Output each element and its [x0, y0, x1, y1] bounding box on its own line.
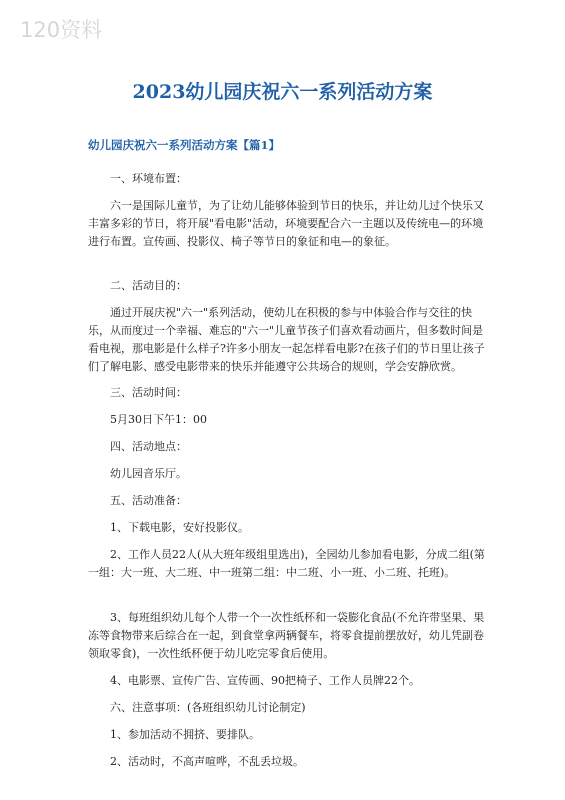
paragraph-environment: 六一是国际儿童节，为了让幼儿能够体验到节日的快乐，并让幼儿过个快乐又丰富多彩的节日，将开展"看电影"活动，环境要配合六一主题以及传统电—的环境进行布置。宣传画、投影仪、椅子等节日的象征和电—的象征。 [88, 199, 484, 248]
preparation-item-1: 1、下载电影，安好投影仪。 [110, 521, 249, 534]
heading-time: 三、活动时间： [110, 386, 187, 399]
paragraph-purpose: 通过开展庆祝"六一"系列活动，使幼儿在积极的参与中体验合作与交往的快乐，从而度过一个幸福、难忘的"六一"儿童节孩子们喜欢看动画片，但多数时间是看电视，那电影是什么样子?许多小朋友一起怎样看电影?在孩子们的节日里让孩子们了解电影、感受电影带来的快乐并能遵守公共场合的规则，学会安静欣赏。 [88, 306, 485, 373]
note-item-1: 1、参加活动不拥挤、要排队。 [110, 728, 260, 741]
heading-notes: 六、注意事项：(各班组织幼儿讨论制定) [110, 701, 306, 714]
heading-purpose: 二、活动目的： [110, 279, 187, 292]
section-heading: 幼儿园庆祝六一系列活动方案【篇1】 [88, 138, 280, 152]
preparation-item-2: 2、工作人员22人(从大班年级组里选出)，全园幼儿参加看电影，分成二组(第一组：大一班、大二班、中一班第二组：中二班、小一班、小二班、托班)。 [88, 548, 485, 579]
preparation-item-4: 4、电影票、宣传广告、宣传画、90把椅子、工作人员牌22个。 [110, 674, 420, 687]
note-item-2: 2、活动时，不高声喧哗，不乱丢垃圾。 [110, 755, 304, 768]
page-title: 2023幼儿园庆祝六一系列活动方案 [132, 81, 433, 103]
watermark-logo: 120资料 [20, 18, 103, 42]
text-time: 5月30日下午1：00 [110, 413, 207, 426]
heading-environment: 一、环境布置： [110, 172, 187, 185]
heading-location: 四、活动地点： [110, 440, 187, 453]
heading-preparation: 五、活动准备： [110, 494, 187, 507]
text-location: 幼儿园音乐厅。 [110, 467, 187, 480]
preparation-item-3: 3、每班组织幼儿每个人带一个一次性纸杯和一袋膨化食品(不允许带坚果、果冻等食物带来后综合在一起，到食堂拿两辆餐车，将零食提前摆放好，幼儿凭副卷领取零食)，一次性纸杯便于幼儿吃完零食后使用。 [88, 611, 485, 660]
